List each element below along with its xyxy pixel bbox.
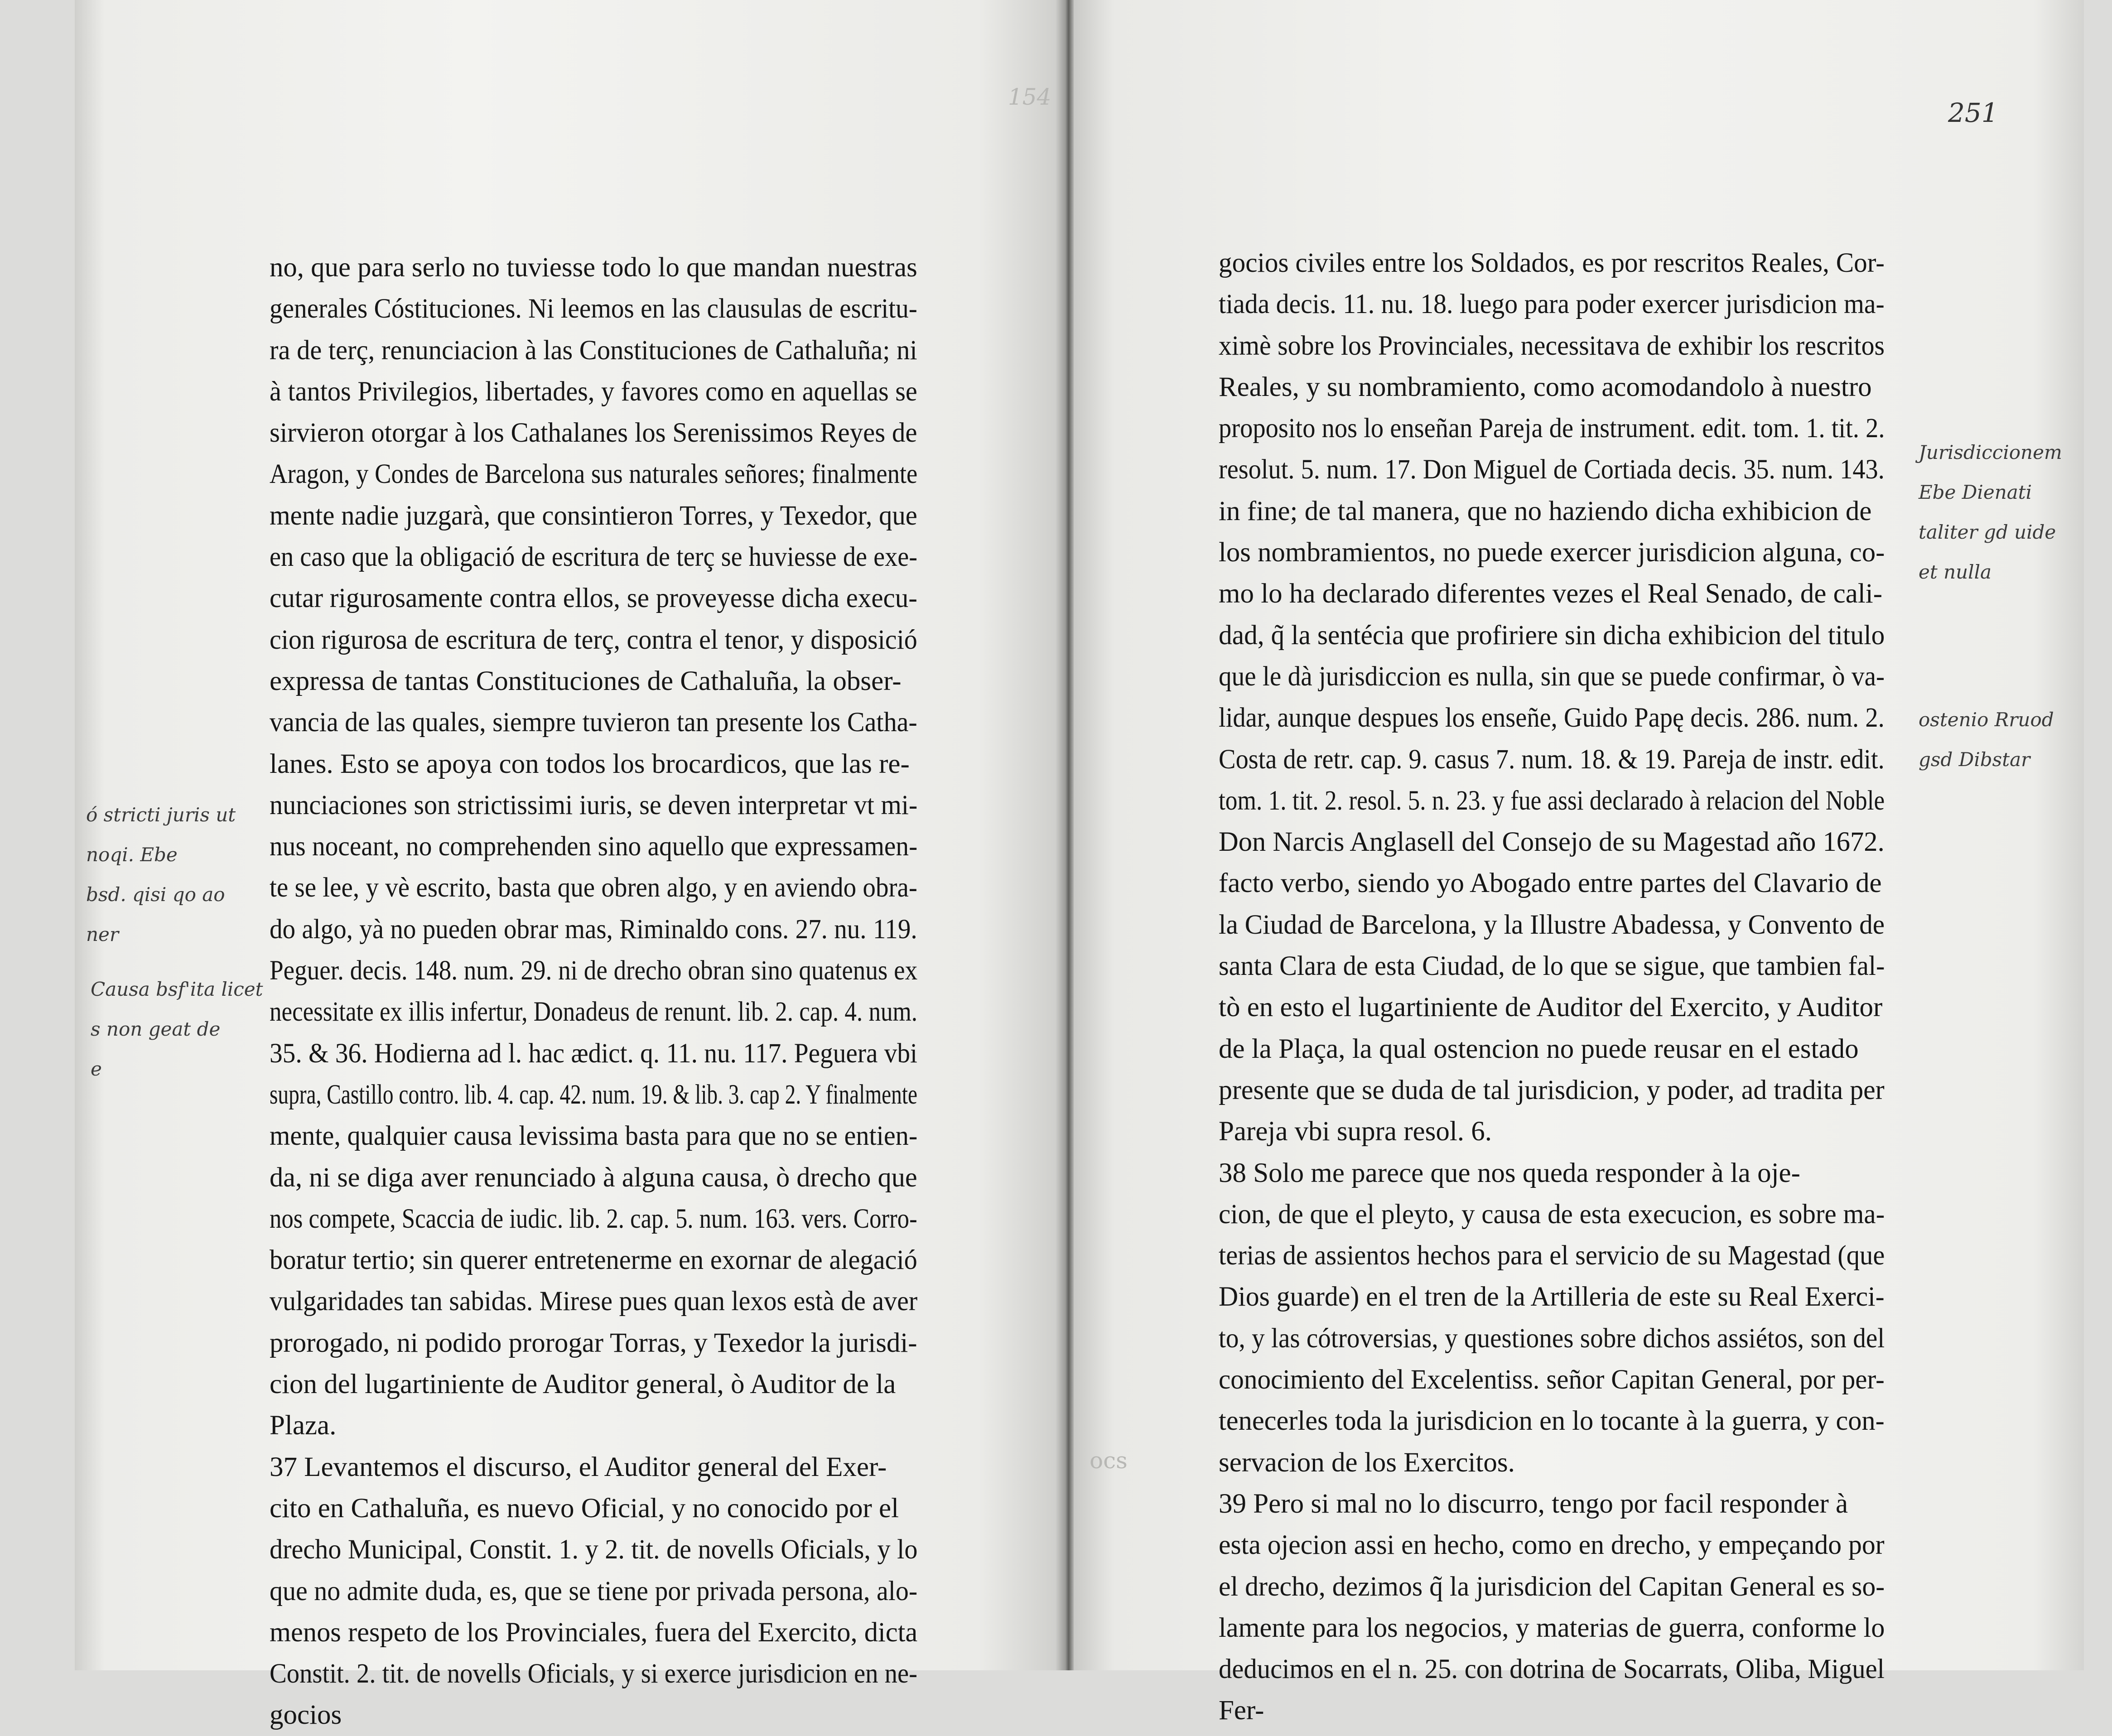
text-line: nunciaciones son strictissimi iuris, se deven interpretar vt mi- — [270, 790, 918, 820]
text-line: in fine; de tal manera, que no haziendo dicha exhibicion de — [1219, 496, 1872, 526]
faint-mark: ocs — [1090, 1447, 1128, 1474]
text-line: Don Narcis Anglasell del Consejo de su Magestad año 1672. — [1219, 827, 1885, 858]
text-line: do algo, yà no pueden obrar mas, Riminaldo cons. 27. nu. 119. — [270, 914, 917, 945]
margin-note-line: Ebe Dienati — [1919, 481, 2032, 503]
text-line: Pareja vbi supra resol. 6. — [1219, 1116, 1492, 1147]
text-line: vulgaridades tan sabidas. Mirese pues quan lexos està de aver — [270, 1286, 918, 1317]
text-line: que le dà jurisdiccion es nulla, sin que se puede confirmar, ò va- — [1219, 661, 1885, 692]
text-line: lamente para los negocios, y materias de guerra, conforme lo — [1219, 1612, 1885, 1643]
left-text-column — [270, 247, 917, 1736]
text-line: nos compete, Scaccia de iudic. lib. 2. cap. 5. num. 163. vers. Corro- — [270, 1203, 917, 1234]
margin-note-line: Jurisdiccionem — [1919, 441, 2062, 463]
text-line: tenecerles toda la jurisdicion en lo tocante à la guerra, y con- — [1219, 1406, 1885, 1437]
text-line: Aragon, y Condes de Barcelona sus naturales señores; finalmente — [270, 459, 918, 490]
margin-note-left-1 — [86, 795, 236, 955]
margin-note-right-2 — [1919, 700, 2054, 780]
text-line: la Ciudad de Barcelona, y la Illustre Abadessa, y Convento de — [1219, 909, 1885, 940]
text-line: que no admite duda, es, que se tiene por privada persona, alo- — [270, 1576, 918, 1606]
text-line: te se lee, y vè escrito, basta que obren algo, y en aviendo obra- — [270, 873, 917, 903]
text-line: deducimos en el n. 25. con dotrina de Socarrats, Oliba, Miguel — [1219, 1654, 1885, 1685]
margin-note-line: s non geat de — [91, 1018, 221, 1040]
text-line: Plaza. — [270, 1410, 337, 1441]
text-line: 35. & 36. Hodierna ad l. hac ædict. q. 11. nu. 117. Peguera vbi — [270, 1038, 917, 1069]
text-line: mente, qualquier causa levissima basta para que no se entien- — [270, 1121, 918, 1152]
margin-note-line: ostenio Rruod — [1919, 709, 2054, 731]
text-line: mente nadie juzgarà, que consintieron Torres, y Texedor, que — [270, 500, 917, 531]
margin-note-line: Causa bsf'ita licet — [91, 978, 263, 1000]
text-line: los nombramientos, no puede exercer jurisdicion alguna, co- — [1219, 537, 1885, 568]
text-line: no, que para serlo no tuviesse todo lo que mandan nuestras — [270, 252, 917, 283]
text-line: necessitate ex illis infertur, Donadeus de renunt. lib. 2. cap. 4. num. — [270, 997, 918, 1027]
margin-note-line: ó stricti juris ut — [86, 804, 236, 826]
text-line: mo lo ha declarado diferentes vezes el Real Senado, de cali- — [1219, 579, 1883, 609]
text-line: cutar rigurosamente contra ellos, se proveyesse dicha execu- — [270, 583, 917, 614]
text-line: nus noceant, no comprehenden sino aquello que expressamen- — [270, 831, 918, 862]
text-line: Costa de retr. cap. 9. casus 7. num. 18. & 19. Pareja de instr. edit. — [1219, 744, 1885, 775]
faint-page-number: 154 — [1008, 84, 1051, 110]
text-line: menos respeto de los Provinciales, fuera del Exercito, dicta — [270, 1617, 918, 1648]
text-line: ximè sobre los Provinciales, necessitava de exhibir los rescritos — [1219, 330, 1885, 361]
text-line: ra de terç, renunciacion à las Constituciones de Cathaluña; ni — [270, 335, 917, 366]
text-line: Dios guarde) en el tren de la Artilleria de este su Real Exerci- — [1219, 1282, 1885, 1312]
margin-note-line: et nulla — [1919, 561, 1992, 583]
text-line: tò en esto el lugartiniente de Auditor del Exercito, y Auditor — [1219, 992, 1883, 1023]
margin-note-line: gsd Dibstar — [1919, 748, 2030, 771]
text-line: lidar, aunque despues los enseñe, Guido Papę decis. 286. num. 2. — [1219, 703, 1885, 733]
text-line: el drecho, dezimos q̃ la jurisdicion del Capitan General es so- — [1219, 1571, 1885, 1602]
text-line: da, ni se diga aver renunciado à alguna causa, ò drecho que — [270, 1162, 917, 1193]
text-line: terias de assientos hechos para el servicio de su Magestad (que — [1219, 1240, 1885, 1271]
text-line: cion del lugartiniente de Auditor general, ò Auditor de la — [270, 1369, 896, 1400]
text-line: drecho Municipal, Constit. 1. y 2. tit. de novells Oficials, y lo — [270, 1534, 918, 1565]
text-line: proposito nos lo enseñan Pareja de instrument. edit. tom. 1. tit. 2. — [1219, 413, 1885, 444]
text-line: gocios civiles entre los Soldados, es por rescritos Reales, Cor- — [1219, 248, 1885, 278]
text-line: gocios — [270, 1700, 342, 1731]
text-line: dad, q̃ la sentécia que profiriere sin dicha exhibicion del titulo — [1219, 620, 1885, 651]
text-line: vancia de las quales, siempre tuvieron tan presente los Catha- — [270, 707, 917, 738]
text-line: boratur tertio; sin querer entretenerme en exornar de alegació — [270, 1245, 917, 1276]
page-number: 251 — [1948, 97, 1998, 128]
text-line: generales Cóstituciones. Ni leemos en las clausulas de escritu- — [270, 294, 917, 324]
text-line: servacion de los Exercitos. — [1219, 1447, 1515, 1478]
margin-note-line: noqi. Ebe — [86, 844, 178, 866]
text-line: prorogado, ni podido prorogar Torras, y Texedor la jurisdi- — [270, 1327, 917, 1358]
text-line: esta ojecion assi en hecho, como en drecho, y empeçando por — [1219, 1530, 1885, 1561]
margin-note-left-2 — [91, 969, 263, 1089]
text-line: santa Clara de esta Ciudad, de lo que se sigue, que tambien fal- — [1219, 951, 1885, 982]
text-line: en caso que la obligació de escritura de terç se huviesse de exe- — [270, 542, 918, 573]
text-line: Constit. 2. tit. de novells Oficials, y si exerce jurisdicion en ne- — [270, 1659, 917, 1689]
text-line: cion rigurosa de escritura de terç, contra el tenor, y disposició — [270, 624, 917, 655]
text-line: à tantos Privilegios, libertades, y favores como en aquellas se — [270, 376, 917, 407]
text-line: sirvieron otorgar à los Cathalanes los Serenissimos Reyes de — [270, 418, 917, 448]
text-line: tom. 1. tit. 2. resol. 5. n. 23. y fue assi declarado à relacion del Noble — [1219, 785, 1885, 816]
text-line: conocimiento del Excelentiss. señor Capitan General, por per- — [1219, 1365, 1885, 1395]
text-line: to, y las cótroversias, y questiones sobre dichos assiétos, son del — [1219, 1323, 1885, 1354]
margin-note-right-1 — [1919, 433, 2062, 592]
text-line: lanes. Esto se apoya con todos los brocardicos, que las re- — [270, 748, 910, 779]
text-line: expressa de tantas Constituciones de Cathaluña, la obser- — [270, 665, 902, 696]
text-line: Fer- — [1219, 1695, 1264, 1726]
text-line: 37 Levantemos el discurso, el Auditor general del Exer- — [270, 1451, 887, 1482]
text-line: tiada decis. 11. nu. 18. luego para poder exercer jurisdicion ma- — [1219, 289, 1885, 320]
text-line: facto verbo, siendo yo Abogado entre partes del Clavario de — [1219, 868, 1882, 899]
text-line: Reales, y su nombramiento, como acomodandolo à nuestro — [1219, 371, 1872, 402]
text-line: de la Plaça, la qual ostencion no puede reusar en el estado — [1219, 1033, 1859, 1064]
text-line: resolut. 5. num. 17. Don Miguel de Cortiada decis. 35. num. 143. — [1219, 454, 1885, 485]
text-line: cion, de que el pleyto, y causa de esta execucion, es sobre ma- — [1219, 1199, 1885, 1230]
text-line: cito en Cathaluña, es nuevo Oficial, y no conocido por el — [270, 1493, 899, 1524]
margin-note-line: ner — [86, 923, 119, 945]
text-line: presente que se duda de tal jurisdicion, y poder, ad tradita per — [1219, 1075, 1885, 1105]
text-line: Peguer. decis. 148. num. 29. ni de drecho obran sino quatenus ex — [270, 955, 918, 986]
right-text-column — [1219, 242, 1885, 1731]
text-line: supra, Castillo contro. lib. 4. cap. 42. num. 19. & lib. 3. cap 2. Y finalmente — [270, 1079, 918, 1110]
text-line: 39 Pero si mal no lo discurro, tengo por facil responder à — [1219, 1488, 1848, 1519]
text-line: 38 Solo me parece que nos queda responder à la oje- — [1219, 1157, 1800, 1188]
margin-note-line: e — [91, 1058, 102, 1080]
margin-note-line: bsd. qisi qo ao — [86, 883, 225, 906]
margin-note-line: taliter gd uide — [1919, 521, 2056, 543]
